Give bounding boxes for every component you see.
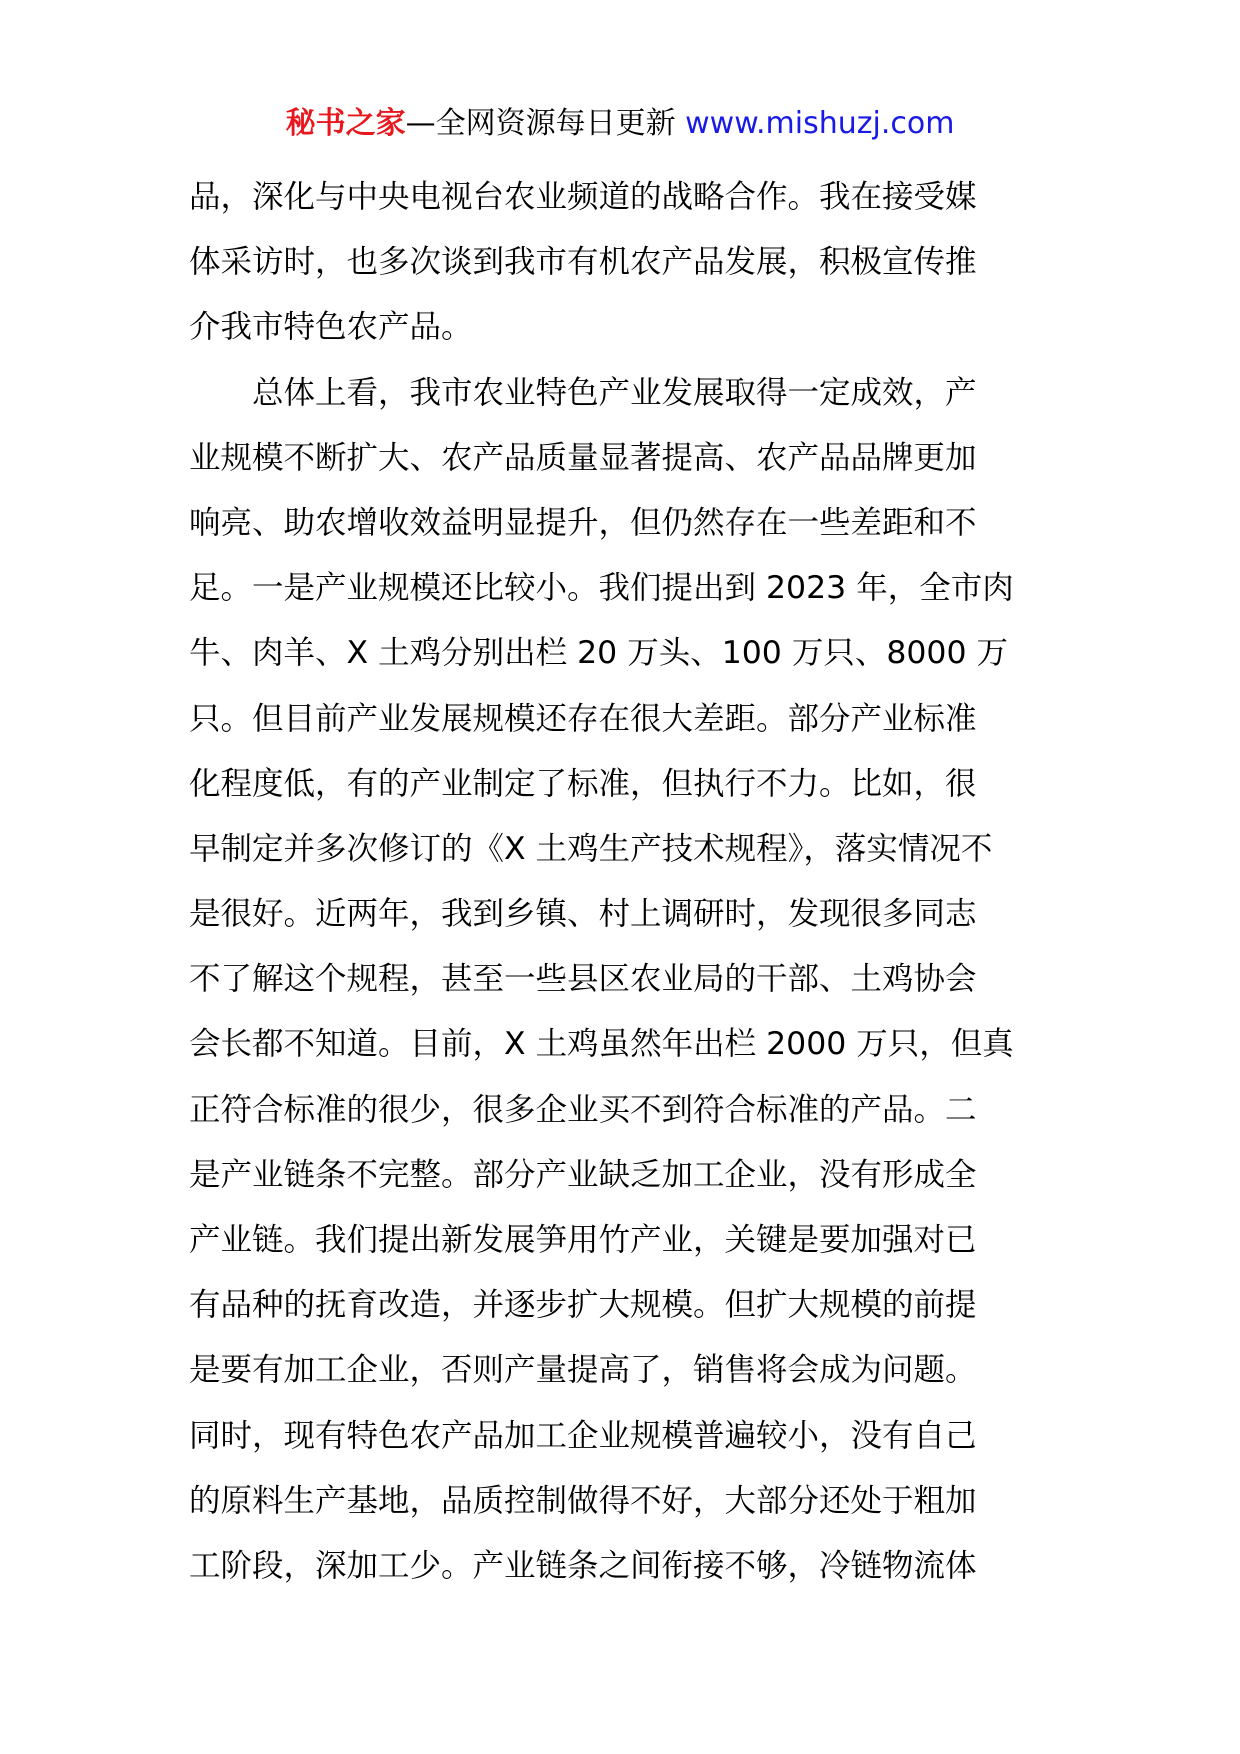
text-line: 响亮、助农增收效益明显提升，但仍然存在一些差距和不 <box>189 504 977 541</box>
text-line: 同时，现有特色农产品加工企业规模普遍较小，没有自己 <box>189 1417 977 1454</box>
text-line: 化程度低，有的产业制定了标准，但执行不力。比如，很 <box>189 765 977 802</box>
text-line: 牛、肉羊、X 土鸡分别出栏 20 万头、100 万只、8000 万 <box>189 635 1009 672</box>
text-line: 正符合标准的很少，很多企业买不到符合标准的产品。二 <box>189 1091 977 1128</box>
text-line: 不了解这个规程，甚至一些县区农业局的干部、土鸡协会 <box>189 961 977 998</box>
text-line: 是很好。近两年，我到乡镇、村上调研时，发现很多同志 <box>189 896 977 933</box>
text-line: 有品种的抚育改造，并逐步扩大规模。但扩大规模的前提 <box>189 1287 977 1324</box>
text-line: 体采访时，也多次谈到我市有机农产品发展，积极宣传推 <box>189 244 977 281</box>
text-line: 会长都不知道。目前，X 土鸡虽然年出栏 2000 万只，但真 <box>189 1026 1014 1063</box>
site-tagline: —全网资源每日更新 <box>405 106 676 141</box>
text-line: 只。但目前产业发展规模还存在很大差距。部分产业标准 <box>189 700 977 737</box>
site-url-link[interactable]: www.mishuzj.com <box>685 106 955 141</box>
text-line: 早制定并多次修订的《X 土鸡生产技术规程》，落实情况不 <box>189 830 993 867</box>
text-line: 产业链。我们提出新发展笋用竹产业，关键是要加强对已 <box>189 1222 977 1258</box>
document-body <box>189 165 1069 1599</box>
text-line: 品，深化与中央电视台农业频道的战略合作。我在接受媒 <box>189 179 977 215</box>
text-line: 的原料生产基地，品质控制做得不好，大部分还处于粗加 <box>189 1482 977 1519</box>
text-line: 足。一是产业规模还比较小。我们提出到 2023 年，全市肉 <box>189 570 1014 607</box>
site-header <box>0 100 1240 148</box>
text-line: 是要有加工企业，否则产量提高了，销售将会成为问题。 <box>189 1352 977 1389</box>
site-brand: 秘书之家 <box>285 106 406 141</box>
text-line: 介我市特色农产品。 <box>189 309 473 346</box>
text-line: 工阶段，深加工少。产业链条之间衔接不够，冷链物流体 <box>189 1547 977 1584</box>
text-line: 是产业链条不完整。部分产业缺乏加工企业，没有形成全 <box>189 1156 977 1193</box>
text-line: 业规模不断扩大、农产品质量显著提高、农产品品牌更加 <box>189 439 977 476</box>
text-line: 总体上看，我市农业特色产业发展取得一定成效，产 <box>189 374 977 411</box>
